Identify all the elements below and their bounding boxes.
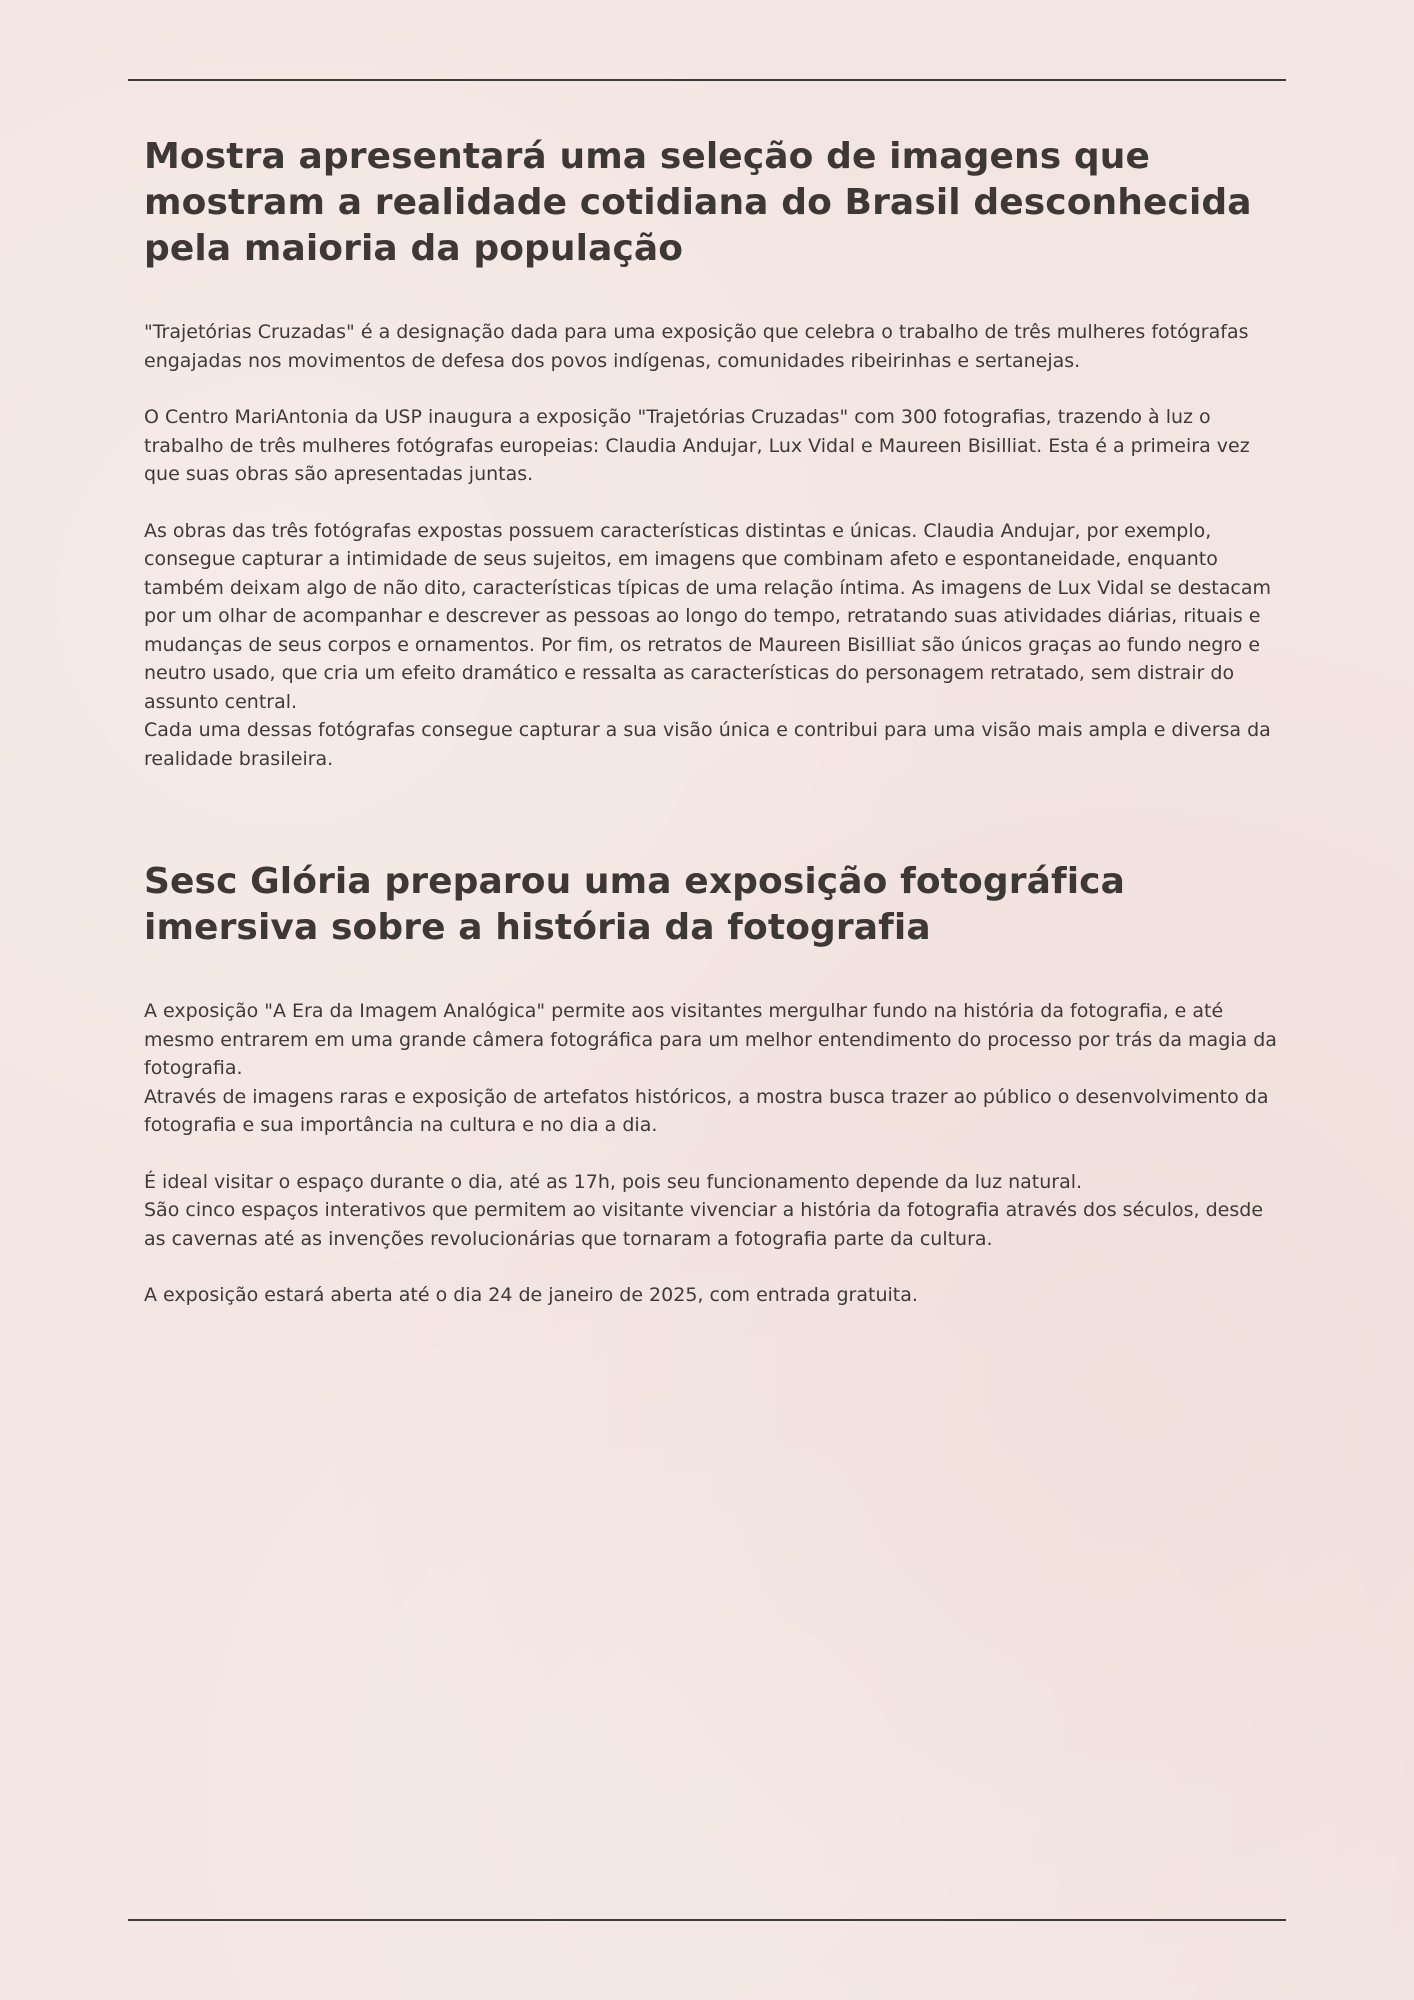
article-paragraph: Cada uma dessas fotógrafas consegue capturar a sua visão única e contribui para uma visão mais ampla e diversa da realidade brasileira. [144,719,1271,770]
article-title: Mostra apresentará uma seleção de imagens que mostram a realidade cotidiana do Brasil desconhecida pela maioria da população [144,136,1252,269]
page-content [144,134,1280,1310]
article-paragraph: "Trajetórias Cruzadas" é a designação dada para uma exposição que celebra o trabalho de três mulheres fotógrafas engajadas nos movimentos de defesa dos povos indígenas, comunidades ribeirinhas e sertanejas. [144,321,1249,372]
top-divider [128,79,1286,81]
bottom-divider [128,1919,1286,1921]
article-paragraph: Através de imagens raras e exposição de artefatos históricos, a mostra busca trazer ao público o desenvolvimento da fotografia e sua importância na cultura e no dia a dia. [144,1085,1269,1136]
article-trajetorias-cruzadas [144,134,1280,773]
article-title: Sesc Glória preparou uma exposição fotográfica imersiva sobre a história da fotografia [144,861,1125,948]
article-paragraph: O Centro MariAntonia da USP inaugura a exposição "Trajetórias Cruzadas" com 300 fotografias, trazendo à luz o trabalho de três mulheres fotógrafas europeias: Claudia Andujar, Lux Vidal e Maureen Bisilliat. Esta é a primeira vez que suas obras são apresentadas juntas. [144,406,1250,485]
article-paragraph: É ideal visitar o espaço durante o dia, até as 17h, pois seu funcionamento depende da luz natural. [144,1170,1083,1193]
article-paragraph: A exposição estará aberta até o dia 24 de janeiro de 2025, com entrada gratuita. [144,1284,918,1306]
article-paragraph: As obras das três fotógrafas expostas possuem características distintas e únicas. Claudia Andujar, por exemplo, consegue capturar a intimidade de seus sujeitos, em imagens que combinam afeto e espontaneidade, enquanto também deixam algo de não dito, características típicas de uma relação íntima. As imagens de Lux Vidal se destacam por um olhar de acompanhar e descrever as pessoas ao longo do tempo, retratando suas atividades diárias, rituais e mudanças de seus corpos e ornamentos. Por fim, os retratos de Maureen Bisilliat são únicos graças ao fundo negro e neutro usado, que cria um efeito dramático e ressalta as características do personagem retratado, sem distrair do assunto central. [144,519,1271,713]
article-paragraph: São cinco espaços interativos que permitem ao visitante vivenciar a história da fotografia através dos séculos, desde as cavernas até as invenções revolucionárias que tornaram a fotografia parte da cultura. [144,1199,1264,1250]
article-era-imagem-analogica [144,859,1280,1310]
article-paragraph: A exposição "A Era da Imagem Analógica" permite aos visitantes mergulhar fundo na história da fotografia, e até mesmo entrarem em uma grande câmera fotográfica para um melhor entendimento do processo por trás da magia da fotografia. [144,1000,1277,1079]
